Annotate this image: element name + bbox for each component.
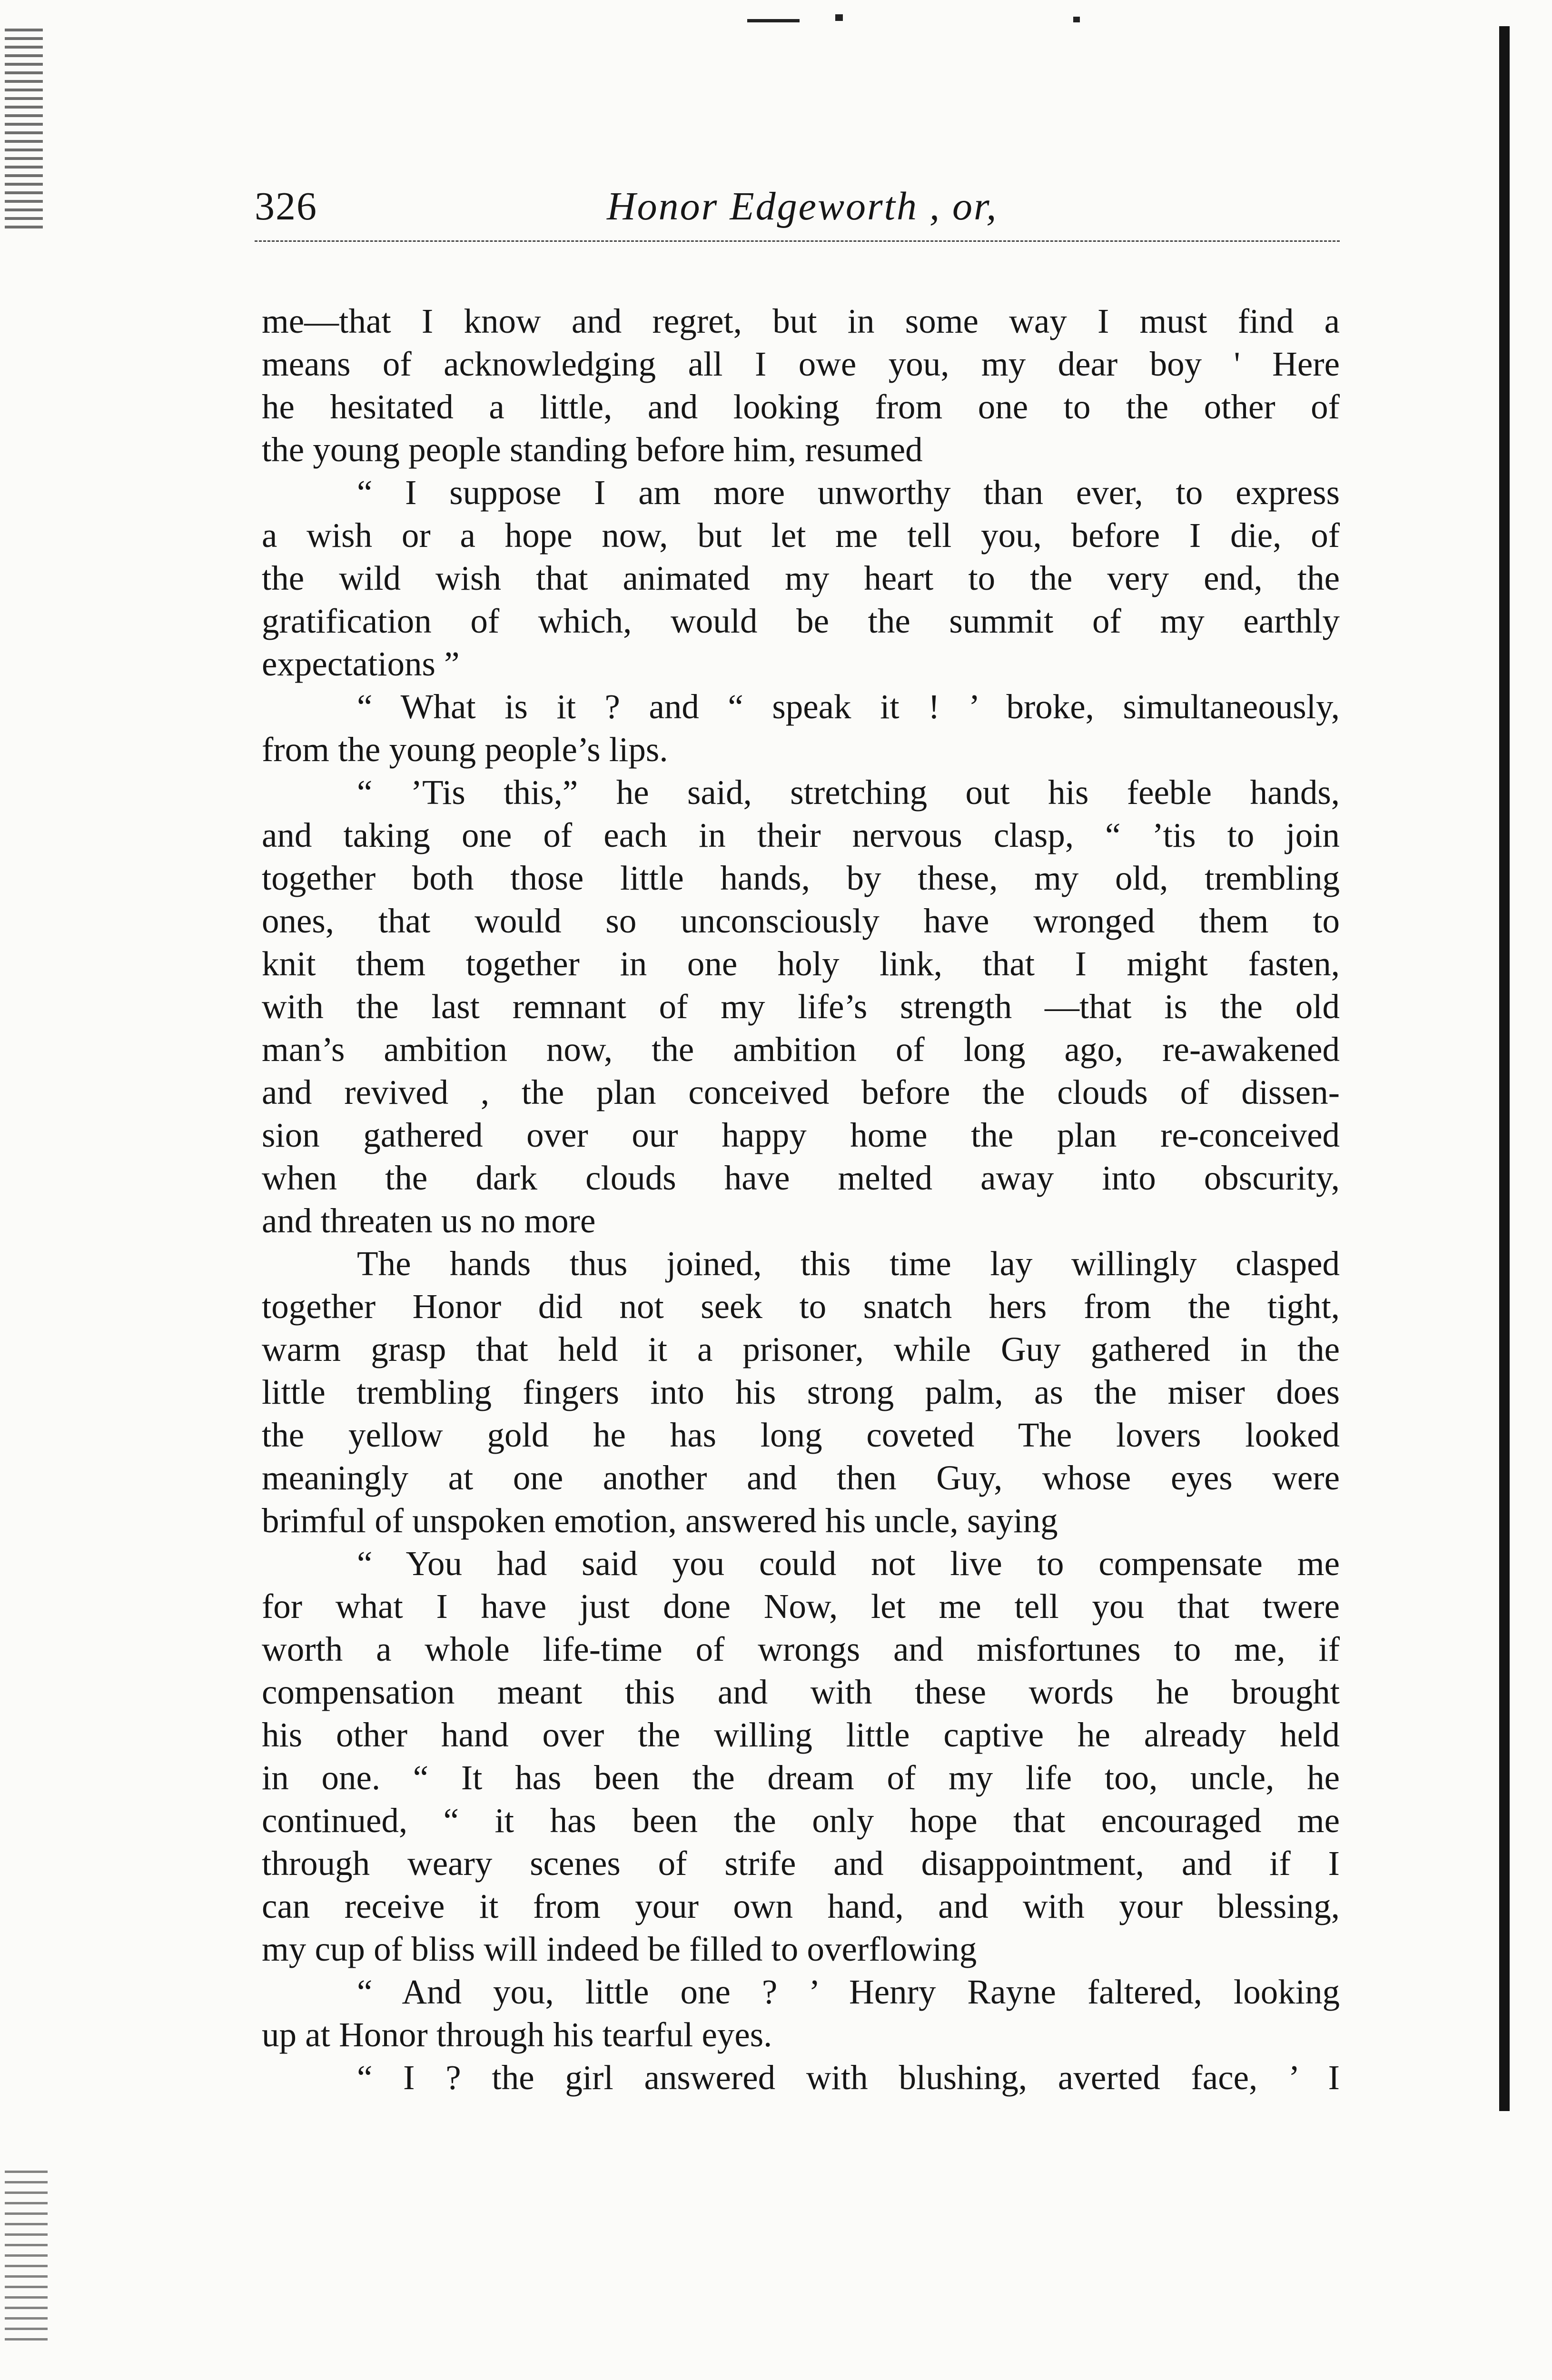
text-line: the yellow gold he has long coveted The lovers looked xyxy=(262,1416,1340,1454)
text-line: brimful of unspoken emotion, answered his uncle, saying xyxy=(262,1501,1058,1540)
text-line: my cup of bliss will indeed be filled to overflowing xyxy=(262,1930,977,1968)
text-line: and threaten us no more xyxy=(262,1201,596,1240)
text-line: worth a whole life-time of wrongs and misfortunes to me, if xyxy=(262,1630,1340,1668)
scan-mark xyxy=(747,19,800,22)
text-line: knit them together in one holy link, that I might fasten, xyxy=(262,944,1340,983)
text-line: me—that I know and regret, but in some way I must find a xyxy=(262,302,1340,340)
body-text xyxy=(262,300,1340,2099)
text-line: from the young people’s lips. xyxy=(262,730,668,769)
text-line: “ ’Tis this,” he said, stretching out his feeble hands, xyxy=(357,773,1340,812)
scan-noise xyxy=(5,29,43,228)
scan-mark xyxy=(1073,17,1080,22)
text-line: he hesitated a little, and looking from one to the other of xyxy=(262,387,1340,426)
text-line: meaningly at one another and then Guy, whose eyes were xyxy=(262,1458,1340,1497)
page-edge-bar xyxy=(1499,26,1510,2111)
text-line: the young people standing before him, resumed xyxy=(262,430,923,469)
header-rule xyxy=(255,240,1340,242)
text-line: ones, that would so unconsciously have wronged them to xyxy=(262,902,1340,940)
text-line: gratification of which, would be the summit of my earthly xyxy=(262,602,1340,640)
text-line: “ I suppose I am more unworthy than ever, to express xyxy=(357,473,1340,512)
text-line: together both those little hands, by these, my old, trembling xyxy=(262,859,1340,897)
text-line: his other hand over the willing little captive he already held xyxy=(262,1716,1340,1754)
text-line: sion gathered over our happy home the plan re-conceived xyxy=(262,1116,1340,1154)
text-line: for what I have just done Now, let me tell you that twere xyxy=(262,1587,1340,1626)
page-number: 326 xyxy=(255,184,317,228)
text-line: warm grasp that held it a prisoner, while Guy gathered in the xyxy=(262,1330,1340,1368)
scan-noise xyxy=(5,2171,48,2342)
text-line: can receive it from your own hand, and with your blessing, xyxy=(262,1887,1340,1925)
text-line: and taking one of each in their nervous clasp, “ ’tis to join xyxy=(262,816,1340,854)
text-line: man’s ambition now, the ambition of long ago, re-awakened xyxy=(262,1030,1340,1069)
text-line: continued, “ it has been the only hope that encouraged me xyxy=(262,1801,1340,1840)
text-line: “ I ? the girl answered with blushing, averted face, ’ I xyxy=(357,2058,1340,2097)
scan-mark xyxy=(835,14,843,21)
text-line: expectations ” xyxy=(262,645,460,683)
text-line: in one. “ It has been the dream of my life too, uncle, he xyxy=(262,1758,1340,1797)
text-line: together Honor did not seek to snatch hers from the tight, xyxy=(262,1287,1340,1326)
text-line: with the last remnant of my life’s strength —that is the old xyxy=(262,987,1340,1026)
running-title: Honor Edgeworth , or, xyxy=(607,184,998,228)
text-line: “ What is it ? and “ speak it ! ’ broke, simultaneously, xyxy=(357,687,1340,726)
text-line: means of acknowledging all I owe you, my dear boy ' Here xyxy=(262,345,1340,383)
text-line: “ And you, little one ? ’ Henry Rayne faltered, looking xyxy=(357,1973,1340,2011)
text-line: “ You had said you could not live to compensate me xyxy=(357,1544,1340,1583)
text-line: the wild wish that animated my heart to the very end, the xyxy=(262,559,1340,597)
text-line: compensation meant this and with these words he brought xyxy=(262,1673,1340,1711)
text-line: up at Honor through his tearful eyes. xyxy=(262,2015,772,2054)
text-line: when the dark clouds have melted away into obscurity, xyxy=(262,1159,1340,1197)
page-header xyxy=(255,183,1340,240)
text-line: The hands thus joined, this time lay willingly clasped xyxy=(357,1244,1340,1283)
text-line: little trembling fingers into his strong palm, as the miser does xyxy=(262,1373,1340,1411)
text-line: and revived , the plan conceived before the clouds of dissen- xyxy=(262,1073,1340,1111)
text-line: a wish or a hope now, but let me tell you, before I die, of xyxy=(262,516,1340,555)
text-line: through weary scenes of strife and disappointment, and if I xyxy=(262,1844,1340,1883)
